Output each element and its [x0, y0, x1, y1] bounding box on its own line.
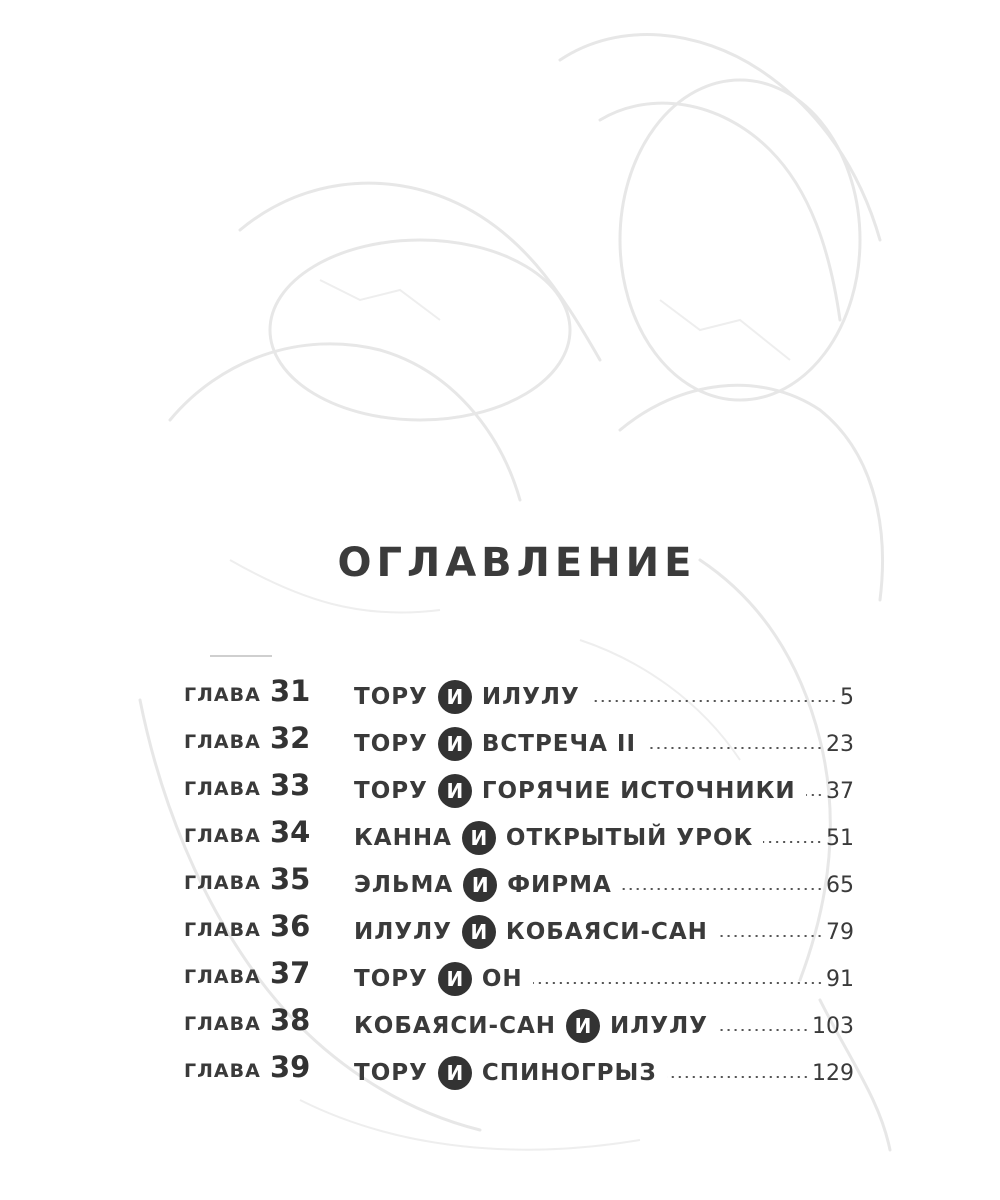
chapter-title-right: СПИНОГРЫЗ — [481, 1060, 657, 1086]
chapter-title-row — [354, 680, 854, 714]
chapter-title-row — [354, 868, 854, 902]
chapter-number: 37 — [270, 956, 311, 990]
chapter-title-left: ТОРУ — [354, 684, 428, 710]
chapter-title-left: ТОРУ — [354, 966, 428, 992]
conjunction-badge: И — [462, 821, 496, 855]
dot-leader — [718, 1029, 809, 1031]
chapter-title-right: ИЛУЛУ — [481, 684, 580, 710]
chapter-title-row — [354, 774, 854, 808]
chapter-title-right: ВСТРЕЧА II — [481, 731, 637, 757]
chapter-title-right: ОН — [481, 966, 523, 992]
dot-leader — [590, 700, 837, 702]
chapter-title-left: КОБАЯСИ-САН — [354, 1013, 556, 1039]
toc-entry[interactable] — [184, 954, 854, 1001]
chapter-title-right: ИЛУЛУ — [610, 1013, 708, 1039]
chapter-number: 31 — [270, 674, 311, 708]
page-number: 91 — [826, 966, 854, 992]
chapter-number: 38 — [270, 1003, 311, 1037]
page-number: 65 — [826, 872, 854, 898]
toc-entry[interactable] — [184, 766, 854, 813]
chapter-title-right: КОБАЯСИ-САН — [505, 919, 708, 945]
chapter-title-right: ОТКРЫТЫЙ УРОК — [505, 825, 754, 851]
page-number: 5 — [840, 684, 854, 710]
dot-leader — [622, 888, 823, 890]
chapter-label: ГЛАВА — [184, 684, 261, 706]
conjunction-badge: И — [438, 1056, 472, 1090]
chapter-title-row — [354, 727, 854, 761]
chapter-title-left: ТОРУ — [354, 731, 428, 757]
chapter-title-right: ФИРМА — [507, 872, 612, 898]
toc-title: ОГЛАВЛЕНИЕ — [337, 540, 697, 586]
chapter-title-row — [354, 1056, 854, 1090]
dot-leader — [763, 841, 823, 843]
page-number: 51 — [826, 825, 854, 851]
toc-list — [184, 672, 854, 1095]
chapter-label: ГЛАВА — [184, 1013, 261, 1035]
chapter-label: ГЛАВА — [184, 731, 261, 753]
conjunction-badge: И — [438, 774, 472, 808]
conjunction-badge: И — [438, 680, 472, 714]
chapter-title-row — [354, 821, 854, 855]
chapter-number: 34 — [270, 815, 311, 849]
page-number: 103 — [812, 1013, 854, 1039]
toc-entry[interactable] — [184, 813, 854, 860]
dot-leader — [646, 747, 823, 749]
conjunction-badge: И — [438, 727, 472, 761]
page-number: 37 — [826, 778, 854, 804]
chapter-title-row — [354, 962, 854, 996]
conjunction-badge: И — [438, 962, 472, 996]
chapter-number: 32 — [270, 721, 311, 755]
toc-entry[interactable] — [184, 719, 854, 766]
conjunction-badge: И — [462, 915, 496, 949]
chapter-label: ГЛАВА — [184, 825, 261, 847]
toc-entry[interactable] — [184, 860, 854, 907]
page-number: 23 — [826, 731, 854, 757]
chapter-title-right: ГОРЯЧИЕ ИСТОЧНИКИ — [481, 778, 796, 804]
chapter-number: 36 — [270, 909, 311, 943]
conjunction-badge: И — [463, 868, 497, 902]
dot-leader — [533, 982, 823, 984]
dot-leader — [667, 1076, 809, 1078]
chapter-title-left: ТОРУ — [354, 778, 428, 804]
chapter-title-left: КАННА — [354, 825, 452, 851]
toc-entry[interactable] — [184, 907, 854, 954]
page-number: 79 — [826, 919, 854, 945]
chapter-number: 33 — [270, 768, 311, 802]
chapter-title-row — [354, 1009, 854, 1043]
page-number: 129 — [812, 1060, 854, 1086]
dot-leader — [718, 935, 823, 937]
chapter-title-left: ТОРУ — [354, 1060, 428, 1086]
dot-leader — [806, 794, 823, 796]
chapter-number: 39 — [270, 1050, 311, 1084]
chapter-label: ГЛАВА — [184, 1060, 261, 1082]
toc-entry[interactable] — [184, 1048, 854, 1095]
chapter-label: ГЛАВА — [184, 872, 261, 894]
chapter-label: ГЛАВА — [184, 919, 261, 941]
chapter-title-row — [354, 915, 854, 949]
toc-entry[interactable] — [184, 672, 854, 719]
chapter-number: 35 — [270, 862, 311, 896]
chapter-label: ГЛАВА — [184, 778, 261, 800]
chapter-title-left: ИЛУЛУ — [354, 919, 452, 945]
conjunction-badge: И — [566, 1009, 600, 1043]
toc-entry[interactable] — [184, 1001, 854, 1048]
chapter-label: ГЛАВА — [184, 966, 261, 988]
chapter-title-left: ЭЛЬМА — [354, 872, 454, 898]
